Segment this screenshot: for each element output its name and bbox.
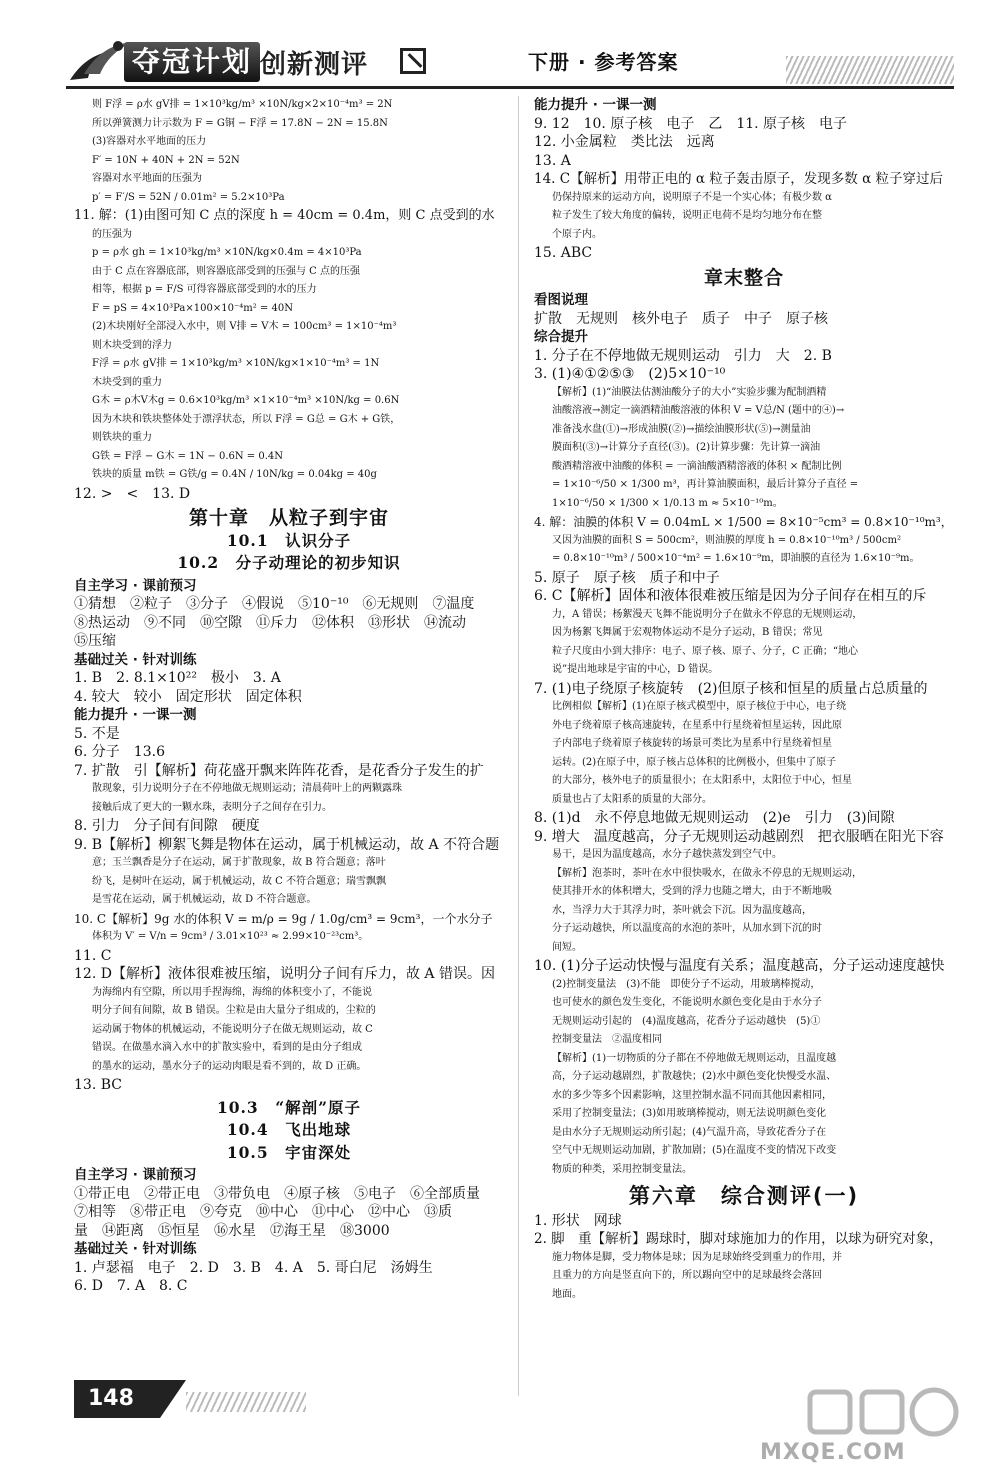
answer-line: 6. C【解析】固体和液体很难被压缩是因为分子间存在相互的斥 (534, 588, 927, 604)
answer-line: 量 ⑭距离 ⑮恒星 ⑯水星 ⑰海王星 ⑱3000 (74, 1222, 390, 1239)
answer-line: 12. D【解析】液体很难被压缩，说明分子间有斥力，故 A 错误。因 (74, 966, 495, 982)
section-label: 下册 · 参考答案 (528, 50, 679, 74)
answer-line: 则 F浮 = ρ水 gV排 = 1×10³kg/m³ ×10N/kg×2×10⁻⁴m³ = 2N (92, 99, 393, 110)
answer-line: 酸酒精溶液中油酸的体积 = 一滴油酸酒精溶液的体积 × 配制比例 (552, 460, 842, 472)
answer-line: 散现象，引力说明分子在不停地做无规则运动；清晨荷叶上的两颗露珠 (92, 783, 402, 794)
brand-mark-icon (400, 48, 426, 74)
answer-line: ⑦相等 ⑧带正电 ⑨夸克 ⑩中心 ⑪中心 ⑫中心 ⑬质 (74, 1204, 452, 1220)
answer-line: 15. ABC (534, 245, 593, 261)
answer-line: 6. D 7. A 8. C (74, 1278, 188, 1294)
answer-line: ①猜想 ②粒子 ③分子 ④假说 ⑤10⁻¹⁰ ⑥无规则 ⑦温度 (74, 596, 475, 612)
answer-line: 是雪花在运动，属于机械运动，故 D 不符合题意。 (92, 894, 317, 905)
section-title: 10.4 飞出地球 (226, 1120, 352, 1139)
answer-line: 运转。(2)在原子中，原子核占总体积的比例极小，但集中了原子 (552, 756, 837, 768)
answer-line: 所以弹簧测力计示数为 F = G铜 − F浮 = 17.8N − 2N = 15.8N (92, 117, 388, 129)
answer-line: 由于 C 点在容器底部，则容器底部受到的压强与 C 点的压强 (92, 265, 361, 277)
answer-line: 外电子绕着原子核高速旋转，在星系中行星绕着恒星运转，因此原 (552, 719, 842, 731)
subsection-label: 基础过关 · 针对训练 (74, 651, 197, 668)
answer-line: 因为木块和铁块整体处于漂浮状态，所以 F浮 = G总 = G木 + G铁， (92, 413, 401, 425)
answer-line: 粒子发生了较大角度的偏转，说明正电荷不是均匀地分布在整 (552, 210, 822, 221)
section-title: 10.5 宇宙深处 (226, 1142, 352, 1162)
answer-line: 也可使水的颜色发生变化，不能说明水颜色变化是由于水分子 (552, 997, 822, 1008)
answer-line: (2)木块刚好全部浸入水中，则 V排 = V木 = 100cm³ = 1×10⁻⁴m³ (92, 321, 397, 332)
answer-line: 明分子间有间隙，故 B 错误。尘粒是由大量分子组成的，尘粒的 (92, 1005, 376, 1016)
answer-line: 相等，根据 p = F/S 可得容器底部受到的水的压力 (92, 284, 317, 295)
answer-line: 空气中无规则运动加剧，扩散加剧；(5)在温度不变的情况下改变 (552, 1145, 837, 1156)
answer-line: 力，A 错误；杨絮漫天飞舞不能说明分子在做永不停息的无规则运动， (552, 608, 863, 620)
answer-line: 4. 较大 较小 固定形状 固定体积 (74, 688, 302, 705)
answer-line: = 0.8×10⁻¹⁰m³ / 500×10⁻⁴m² = 1.6×10⁻⁹m，即油膜的直径为 1.6×10⁻⁹m。 (552, 553, 920, 564)
answer-line: 粒子尺度由小到大排序：电子、原子核、原子、分子，C 正确；“地心 (552, 645, 858, 657)
answer-line: 错误。在做墨水滴入水中的扩散实验中，看到的是由分子组成 (92, 1042, 362, 1053)
section-title: 10.3 “解剖”原子 (216, 1097, 362, 1117)
answer-line: 间短。 (552, 941, 582, 953)
answer-line: 1. B 2. 8.1×10²² 极小 3. A (74, 670, 281, 686)
answer-line: 则铁块的重力 (92, 432, 152, 443)
answer-line: 14. C【解析】用带正电的 α 粒子轰击原子，发现多数 α 粒子穿过后 (534, 171, 943, 187)
answer-line: 7. (1)电子绕原子核旋转 (2)但原子核和恒星的质量占总质量的 (534, 680, 928, 697)
answer-line: 意；玉兰飘香是分子在运动，属于扩散现象，故 B 符合题意；落叶 (92, 857, 386, 868)
answer-line: 12. > < 13. D (74, 485, 191, 502)
answer-line: 木块受到的重力 (92, 376, 162, 388)
answer-line: 高，分子运动越剧烈，扩散越快；(2)水中颜色变化快慢受水温、 (552, 1071, 837, 1082)
header-rule (66, 86, 954, 89)
answer-line: 5. 原子 原子核 质子和中子 (534, 569, 720, 586)
answer-line: 9. B【解析】柳絮飞舞是物体在运动，属于机械运动，故 A 不符合题 (74, 836, 500, 853)
answer-line: 物质的种类，采用控制变量法。 (552, 1163, 692, 1175)
answer-line: 铁块的质量 m铁 = G铁/g = 0.4N / 10N/kg = 0.04kg = 40g (92, 469, 377, 480)
answer-line: 10. (1)分子运动快慢与温度有关系；温度越高，分子运动速度越快 (534, 958, 945, 974)
subsection-label: 能力提升 · 一课一测 (534, 97, 657, 113)
answer-line: F浮 = ρ水 gV排 = 1×10³kg/m³ ×10N/kg×1×10⁻⁴m³ = 1N (92, 358, 380, 369)
answer-line: 扩散 无规则 核外电子 质子 中子 原子核 (534, 310, 828, 327)
subsection-label: 自主学习 · 课前预习 (74, 1167, 197, 1183)
answer-line: ①带正电 ②带正电 ③带负电 ④原子核 ⑤电子 ⑥全部质量 (74, 1185, 480, 1202)
answer-line: 因为杨絮飞舞属于宏观物体运动不是分子运动，B 错误；常见 (552, 627, 823, 638)
answer-line: 油酸溶液→测定一滴酒精油酸溶液的体积 V = V总/N (题中的④)→ (552, 405, 845, 416)
column-divider (518, 96, 519, 1396)
answer-line: 12. 小金属粒 类比法 远离 (534, 134, 715, 150)
answer-line: 则木块受到的浮力 (92, 339, 172, 351)
answer-line: 仍保持原来的运动方向，说明原子不是一个实心体；有极少数 α (552, 191, 832, 203)
answer-line: (3)容器对水平地面的压力 (92, 136, 207, 147)
watermark-text: MXQE.COM (760, 1440, 906, 1465)
answer-line: F = pS = 4×10³Pa×100×10⁻⁴m² = 40N (92, 302, 293, 314)
section-title: 10.1 认识分子 (226, 530, 352, 550)
answer-line: 质量也占了太阳系的质量的大部分。 (552, 793, 712, 805)
answer-line: 7. 扩散 引【解析】荷花盛开飘来阵阵花香，是花香分子发生的扩 (74, 762, 484, 779)
answer-line: 运动属于物体的机械运动，不能说明分子在做无规则运动，故 C (92, 1023, 373, 1035)
answer-line: 1×10⁻⁶/50 × 1/300 × 1/0.13 m ≈ 5×10⁻¹⁰m。 (552, 497, 783, 509)
answer-line: 11. 解：(1)由图可知 C 点的深度 h = 40cm = 0.4m，则 C 点受到的水 (74, 208, 495, 223)
answer-line: ⑧热运动 ⑨不同 ⑩空隙 ⑪斥力 ⑫体积 ⑬形状 ⑭流动 (74, 614, 466, 631)
answer-line: G木 = ρ木V木g = 0.6×10³kg/m³ ×1×10⁻⁴m³ ×10N/kg = 0.6N (92, 395, 400, 406)
answer-line: 使其排开水的体积增大，受到的浮力也随之增大，由于不断地吸 (552, 886, 832, 897)
subsection-label: 看图说理 (534, 292, 588, 308)
header-hatch-decoration (786, 56, 954, 84)
answer-line: 体积为 V′ = V/n = 9cm³ / 3.01×10²³ ≈ 2.99×10⁻²³cm³。 (92, 931, 369, 942)
answer-line: G铁 = F浮 − G木 = 1N − 0.6N = 0.4N (92, 450, 284, 462)
subsection-label: 综合提升 (534, 329, 588, 345)
answer-line: = 1×10⁻⁶/50 × 1/300 m³，再计算油膜面积，最后计算分子直径 = (552, 479, 859, 490)
answer-line: 9. 12 10. 原子核 电子 乙 11. 原子核 电子 (534, 115, 848, 132)
answer-line: 分子运动越快，所以温度高的水泡的茶叶，从加水到下沉的时 (552, 923, 822, 934)
answer-line: 纷飞，是树叶在运动，属于机械运动，故 C 不符合题意；瑞雪飘飘 (92, 875, 387, 887)
answer-line: (2)控制变量法 (3)不能 即使分子不运动，用玻璃棒搅动， (552, 978, 821, 990)
answer-line: 说”提出地球是宇宙的中心，D 错误。 (552, 664, 719, 675)
answer-line: 1. 分子在不停地做无规则运动 引力 大 2. B (534, 347, 832, 364)
answer-line: 易干，是因为温度越高，水分子越快蒸发到空气中。 (552, 849, 782, 860)
right-column (534, 96, 954, 1304)
answer-line: 施力物体是脚，受力物体是球；因为足球始终受到重力的作用，并 (552, 1251, 842, 1263)
answer-line: 准备浅水盘(①)→形成油膜(②)→描绘油膜形状(⑤)→测量油 (552, 423, 811, 435)
answer-line: 8. (1)d 永不停息地做无规则运动 (2)e 引力 (3)间隙 (534, 810, 895, 826)
chapter-title: 章末整合 (703, 266, 784, 289)
answer-line: 的大部分，核外电子的质量很小；在太阳系中，太阳位于中心，恒星 (552, 775, 852, 786)
answer-line: 是由水分子无规则运动所引起；(4)气温升高，导致花香分子在 (552, 1126, 827, 1138)
answer-line: 水，当浮力大于其浮力时，茶叶就会下沉。因为温度越高， (552, 904, 812, 916)
answer-line: 1. 卢瑟福 电子 2. D 3. B 4. A 5. 哥白尼 汤姆生 (74, 1259, 433, 1276)
answer-line: 9. 增大 温度越高，分子无规则运动越剧烈 把衣服晒在阳光下容 (534, 828, 944, 845)
answer-line: 11. C (74, 947, 112, 964)
brand-subtitle: 创新测评 (260, 50, 369, 80)
subsection-label: 基础过关 · 针对训练 (74, 1241, 197, 1257)
answer-line: ⑮压缩 (74, 633, 116, 649)
chapter-title: 第十章 从粒子到宇宙 (188, 507, 389, 529)
answer-line: 膜面积(③)→计算分子直径(③)。(2)计算步骤：先计算一滴油 (552, 442, 821, 453)
answer-line: 【解析】(1)一切物质的分子都在不停地做无规则运动，且温度越 (552, 1052, 837, 1064)
answer-line: 控制变量法 ②温度相同 (552, 1034, 662, 1045)
brand-title: 夺冠计划 (124, 42, 260, 82)
answer-line: 2. 脚 重【解析】踢球时，脚对球施加力的作用，以球为研究对象， (534, 1231, 943, 1247)
answer-line: 10. C【解析】9g 水的体积 V = m/ρ = 9g / 1.0g/cm³ = 9cm³，一个水分子 (74, 911, 493, 926)
answer-line: p = ρ水 gh = 1×10³kg/m³ ×10N/kg×0.4m = 4×10³Pa (92, 247, 362, 258)
answer-line: 的墨水的运动，墨水分子的运动肉眼是看不到的，故 D 正确。 (92, 1060, 367, 1072)
answer-line: 【解析】(1)“油膜法估测油酸分子的大小”实验步骤为配制酒精 (552, 386, 827, 398)
subsection-label: 能力提升 · 一课一测 (74, 707, 197, 723)
answer-line: 水的多少等多个因素影响，这里控制水温不同而其他因素相同， (552, 1089, 832, 1101)
answer-line: 采用了控制变量法；(3)如用玻璃棒搅动，则无法说明颜色变化 (552, 1108, 827, 1119)
footer-hatch-decoration (186, 1392, 306, 1412)
page-number: 148 (74, 1380, 160, 1418)
answer-line: 为海绵内有空隙，所以用手捏海绵，海绵的体积变小了，不能说 (92, 986, 372, 998)
answer-line: 的压强为 (92, 228, 132, 240)
answer-line: 比例相似【解析】(1)在原子核式模型中，原子核位于中心，电子绕 (552, 701, 847, 712)
answer-line: 且重力的方向是竖直向下的，所以踢向空中的足球最终会落回 (552, 1270, 822, 1281)
answer-line: 容器对水平地面的压强为 (92, 173, 202, 184)
answer-line: 4. 解：油膜的体积 V = 0.04mL × 1/500 = 8×10⁻⁵cm³ = 0.8×10⁻¹⁰m³， (534, 515, 953, 529)
answer-line: 13. BC (74, 1077, 122, 1093)
answer-line: 【解析】泡茶时，茶叶在水中很快吸水，在做永不停息的无规则运动， (552, 867, 862, 879)
left-column (74, 96, 504, 1296)
answer-line: 13. A (534, 152, 571, 169)
answer-line: 子内部电子绕着原子核旋转的场景可类比为星系中行星绕着恒星 (552, 738, 832, 749)
answer-line: p′ = F′/S = 52N / 0.01m² = 5.2×10³Pa (92, 191, 285, 203)
answer-line: F′ = 10N + 40N + 2N = 52N (92, 154, 240, 166)
section-title: 10.2 分子动理论的初步知识 (177, 553, 401, 572)
answer-line: 地面。 (552, 1288, 582, 1300)
answer-line: 1. 形状 网球 (534, 1212, 622, 1229)
answer-line: 5. 不是 (74, 725, 120, 742)
page-header (0, 0, 1000, 96)
answer-line: 个原子内。 (552, 228, 602, 240)
answer-line: 接触后成了更大的一颗水珠，表明分子之间存在引力。 (92, 801, 332, 813)
answer-line: 又因为油膜的面积 S = 500cm²，则油膜的厚度 h = 0.8×10⁻¹⁰m³ / 500cm² (552, 534, 901, 546)
answer-line: 8. 引力 分子间有间隙 硬度 (74, 818, 260, 834)
subsection-label: 自主学习 · 课前预习 (74, 577, 197, 594)
answer-line: 无规则运动引起的 (4)温度越高，花香分子运动越快 (5)① (552, 1015, 821, 1027)
answer-line: 3. (1)④①②⑤③ (2)5×10⁻¹⁰ (534, 366, 726, 382)
brand-logo (66, 28, 396, 86)
chapter-title: 第六章 综合测评(一) (628, 1184, 860, 1208)
answer-line: 6. 分子 13.6 (74, 744, 165, 760)
